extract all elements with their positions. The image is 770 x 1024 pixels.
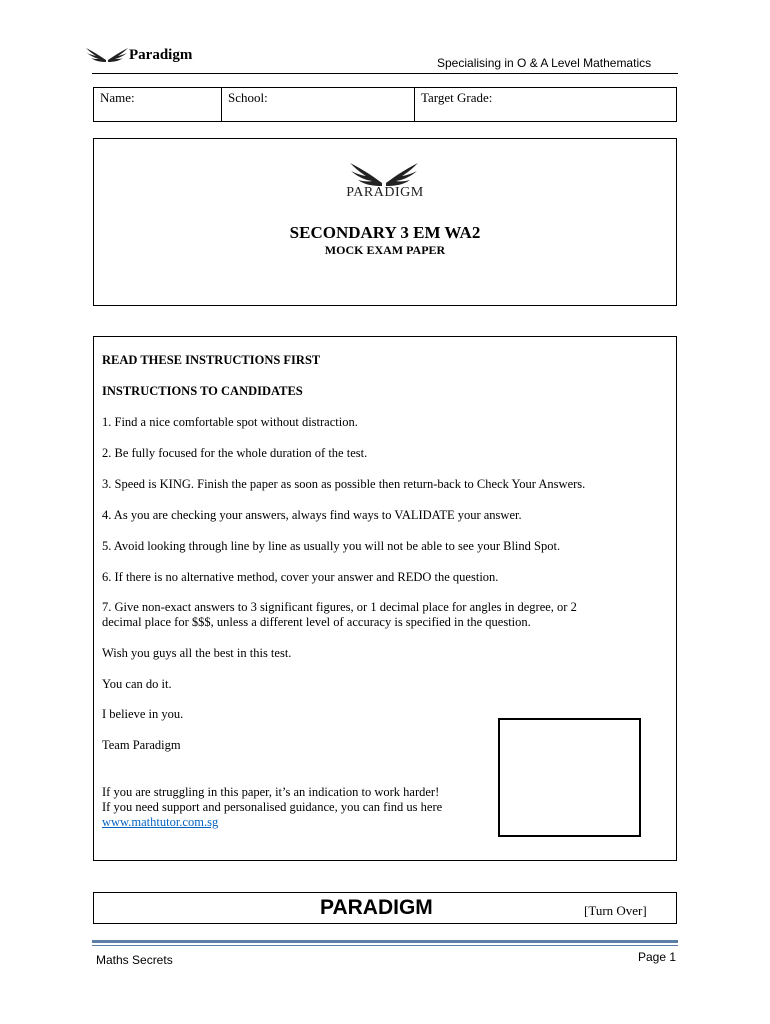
closing-line: Wish you guys all the best in this test.: [102, 646, 292, 660]
turn-over-label: [Turn Over]: [584, 903, 647, 918]
instruction-item: 1. Find a nice comfortable spot without distraction.: [102, 415, 358, 429]
name-label: Name:: [100, 90, 135, 105]
support-text: If you are struggling in this paper, it’s an indication to work harder!: [102, 785, 440, 799]
instruction-item-continued: decimal place for $$$, unless a different level of accuracy is specified in the question.: [102, 615, 531, 629]
paper-title: SECONDARY 3 EM WA2: [289, 223, 481, 242]
instructions-box: [93, 336, 677, 861]
name-field[interactable]: [94, 88, 222, 121]
paper-subtitle: MOCK EXAM PAPER: [324, 243, 446, 257]
title-brand: PARADIGM: [346, 185, 424, 200]
instruction-item: 6. If there is no alternative method, cover your answer and REDO the question.: [102, 570, 499, 584]
score-box: [498, 718, 641, 837]
instruction-item: 7. Give non-exact answers to 3 significant figures, or 1 decimal place for angles in degree, or 2: [102, 600, 577, 614]
footer-divider-thin: [92, 945, 678, 946]
footer-brand: PARADIGM: [320, 896, 433, 919]
header-divider: [92, 73, 678, 74]
instruction-item: 4. As you are checking your answers, always find ways to VALIDATE your answer.: [102, 508, 522, 522]
instructions-heading-candidates: INSTRUCTIONS TO CANDIDATES: [102, 384, 303, 398]
instruction-item: 3. Speed is KING. Finish the paper as soon as possible then return-back to Check Your Answers.: [102, 477, 586, 491]
closing-line: Team Paradigm: [102, 738, 181, 752]
instruction-item: 2. Be fully focused for the whole duration of the test.: [102, 446, 368, 460]
title-box: [93, 138, 677, 306]
website-link[interactable]: www.mathtutor.com.sg: [102, 815, 219, 829]
header-tagline: Specialising in O & A Level Mathematics: [437, 56, 652, 70]
target-grade-label: Target Grade:: [421, 90, 493, 105]
support-text: If you need support and personalised guidance, you can find us here: [102, 800, 443, 814]
school-label: School:: [228, 90, 268, 105]
target-grade-field[interactable]: [415, 88, 676, 121]
wings-logo-icon: [84, 44, 130, 66]
footer-box: [93, 892, 677, 924]
school-field[interactable]: [222, 88, 415, 121]
instructions-heading-first: READ THESE INSTRUCTIONS FIRST: [102, 353, 321, 367]
header-brand: Paradigm: [129, 47, 193, 63]
page-number: Page 1: [638, 950, 677, 964]
closing-line: You can do it.: [102, 677, 172, 691]
student-info-table: [93, 87, 677, 122]
footer-divider-thick: [92, 940, 678, 943]
instruction-item: 5. Avoid looking through line by line as usually you will not be able to see your Blind Spot.: [102, 539, 561, 553]
page-footer-title: Maths Secrets: [96, 953, 173, 967]
closing-line: I believe in you.: [102, 707, 184, 721]
